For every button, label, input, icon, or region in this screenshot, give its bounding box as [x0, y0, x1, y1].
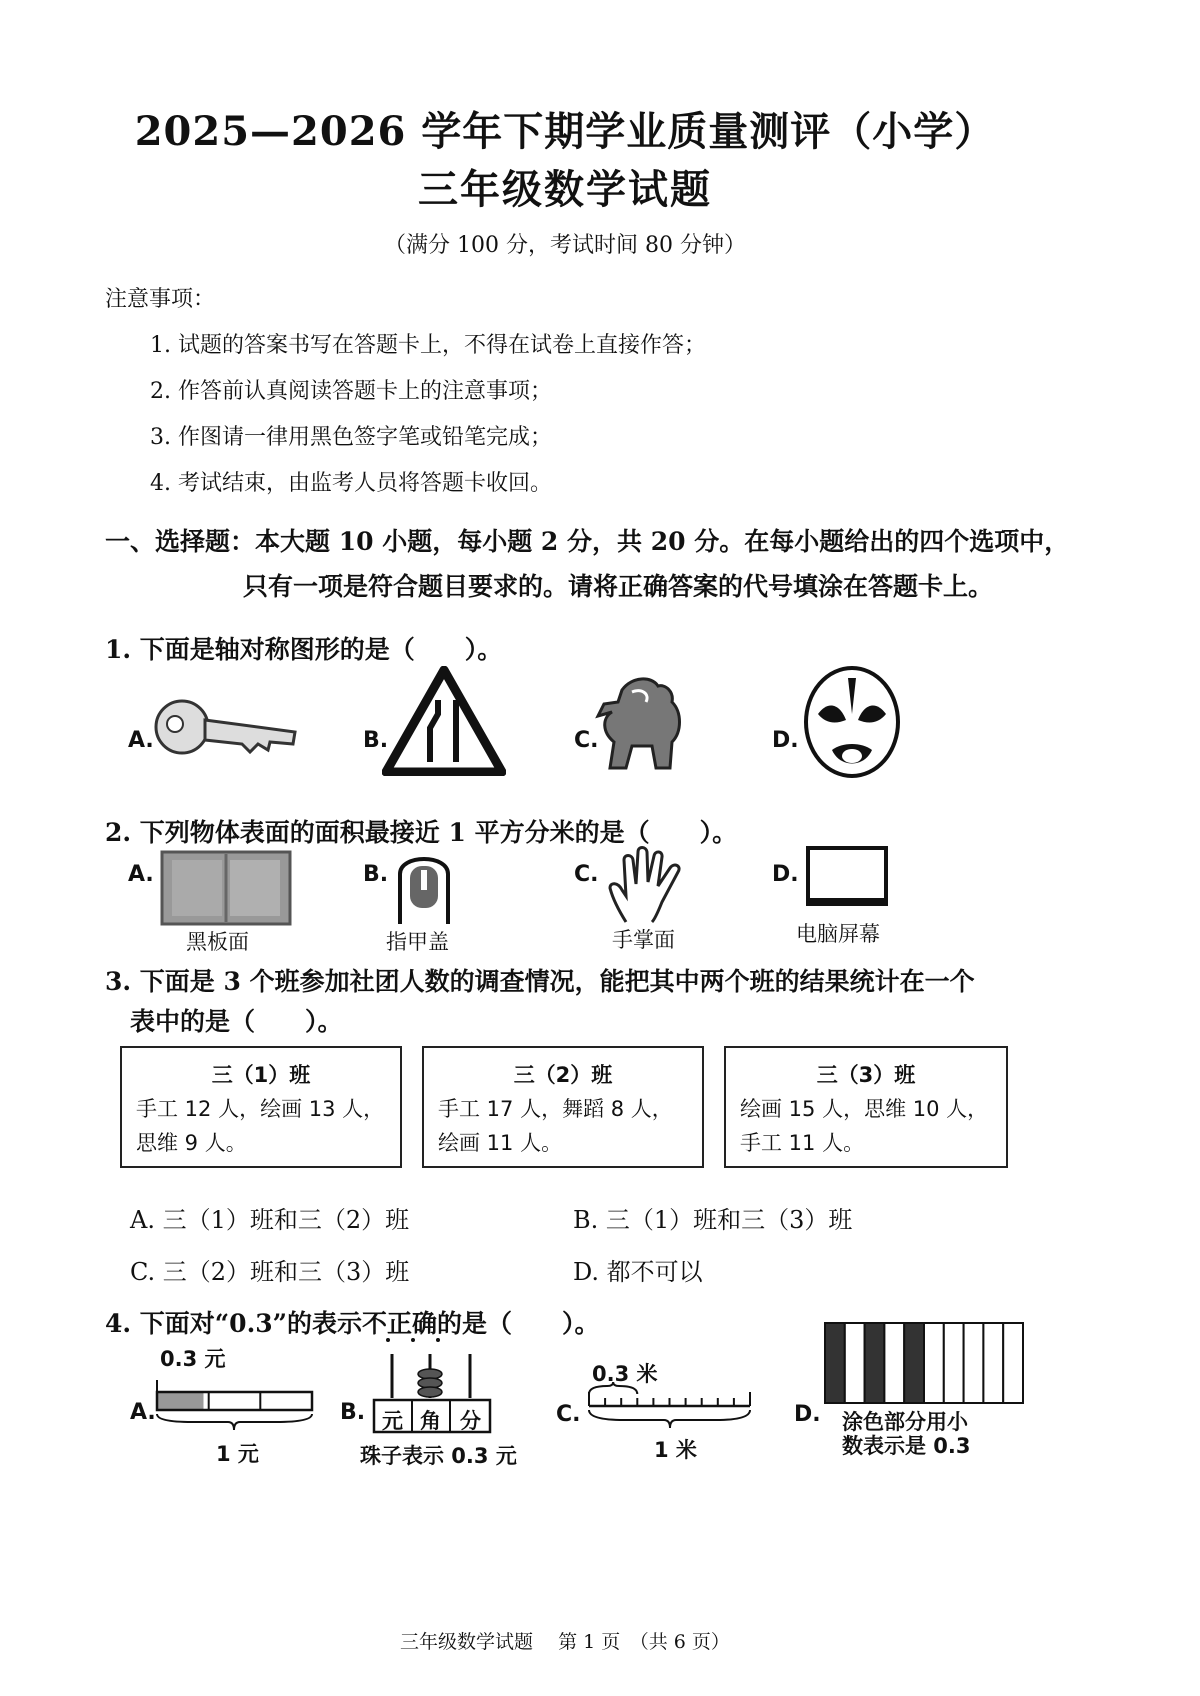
palm-icon [606, 846, 690, 924]
section-heading-cont: 只有一项是符合题目要求的。请将正确答案的代号填涂在答题卡上。 [243, 572, 994, 601]
q4-option-b: B. [340, 1400, 366, 1425]
exam-title: 2025—2026 学年下期学业质量测评（小学） [134, 108, 996, 155]
class-1-title: 三（1）班 [211, 1063, 311, 1087]
class-1-line: 手工 12 人，绘画 13 人， [136, 1097, 385, 1121]
notice-item: 1. 试题的答案书写在答题卡上，不得在试卷上直接作答； [150, 333, 706, 358]
q2-option-d: D. [772, 862, 799, 887]
class-1-line: 思维 9 人。 [136, 1131, 247, 1155]
blackboard-icon [160, 850, 292, 926]
strip [845, 1323, 865, 1403]
monitor-icon [806, 846, 888, 912]
road-narrows-sign-icon [382, 666, 506, 776]
strip [983, 1323, 1003, 1403]
q2-caption-b: 指甲盖 [386, 930, 449, 954]
question-4-stem: 4. 下面对“0.3”的表示不正确的是（ ）。 [105, 1309, 600, 1338]
q3-choice-d: D. 都不可以 [573, 1258, 703, 1286]
q1-option-a: A. [128, 728, 154, 753]
q3-choice-b: B. 三（1）班和三（3）班 [573, 1206, 853, 1234]
emphasis-dot [386, 1338, 390, 1342]
notice-heading: 注意事项： [105, 287, 216, 312]
class-2-line: 手工 17 人，舞蹈 8 人， [438, 1097, 673, 1121]
q1-option-c: C. [574, 728, 599, 753]
strip [865, 1323, 885, 1403]
section-heading: 一、选择题：本大题 10 小题，每小题 2 分，共 20 分。在每小题给出的四个选项中， [105, 527, 1070, 556]
q2-option-b: B. [363, 862, 389, 887]
exam-subtitle: 三年级数学试题 [418, 166, 712, 213]
q4-d-caption-cont: 数表示是 0.3 [842, 1434, 971, 1458]
opera-mask-icon [798, 664, 906, 782]
q2-caption-c: 手掌面 [612, 928, 675, 952]
class-3-box [724, 1046, 1008, 1168]
question-2-stem: 2. 下列物体表面的面积最接近 1 平方分米的是（ ）。 [105, 818, 738, 847]
q4-c-top-label: 0.3 米 [592, 1362, 658, 1386]
abacus-label-fen: 分 [460, 1409, 481, 1433]
class-2-box [422, 1046, 704, 1168]
strip [1003, 1323, 1023, 1403]
q4-option-a: A. [130, 1400, 156, 1425]
abacus-label-yuan: 元 [382, 1409, 403, 1433]
notice-item: 4. 考试结束，由监考人员将答题卡收回。 [150, 471, 552, 496]
q4-a-bottom-label: 1 元 [216, 1442, 259, 1466]
q4-c-bottom-label: 1 米 [654, 1438, 697, 1462]
strip [924, 1323, 944, 1403]
emphasis-dot [411, 1338, 415, 1342]
strip [884, 1323, 904, 1403]
q2-option-a: A. [128, 862, 154, 887]
shaded-portion [157, 1392, 204, 1410]
notice-item: 2. 作答前认真阅读答题卡上的注意事项； [150, 379, 552, 404]
question-3-stem: 3. 下面是 3 个班参加社团人数的调查情况，能把其中两个班的结果统计在一个 [105, 967, 975, 996]
fingernail-icon [394, 850, 454, 926]
class-3-line: 手工 11 人。 [740, 1131, 865, 1155]
score-time-note: （满分 100 分，考试时间 80 分钟） [384, 233, 746, 258]
class-3-title: 三（3）班 [816, 1063, 916, 1087]
abacus-label-jiao: 角 [420, 1409, 441, 1433]
money-bar-diagram [152, 1370, 316, 1434]
strip [944, 1323, 964, 1403]
question-1-stem: 1. 下面是轴对称图形的是（ ）。 [105, 635, 503, 664]
strip [904, 1323, 924, 1403]
q4-b-caption: 珠子表示 0.3 元 [360, 1444, 517, 1468]
ruler-diagram [584, 1380, 756, 1436]
notice-item: 3. 作图请一律用黑色签字笔或铅笔完成； [150, 425, 552, 450]
q2-option-c: C. [574, 862, 599, 887]
striped-rectangle-diagram [822, 1320, 1026, 1406]
strip [964, 1323, 984, 1403]
class-3-line: 绘画 15 人，思维 10 人， [740, 1097, 989, 1121]
q4-a-top-label: 0.3 元 [160, 1347, 226, 1371]
page-footer: 三年级数学试题 第 1 页 （共 6 页） [400, 1631, 730, 1653]
class-2-title: 三（2）班 [513, 1063, 613, 1087]
q1-option-d: D. [772, 728, 799, 753]
q4-option-d: D. [794, 1402, 821, 1427]
class-2-line: 绘画 11 人。 [438, 1131, 563, 1155]
ruler-brace [589, 1382, 637, 1394]
q2-caption-a: 黑板面 [186, 930, 249, 954]
q4-option-c: C. [556, 1402, 581, 1427]
emphasis-dot [436, 1338, 440, 1342]
q4-d-caption: 涂色部分用小 [842, 1410, 968, 1434]
question-3-stem-cont: 表中的是（ ）。 [130, 1007, 343, 1036]
q2-caption-d: 电脑屏幕 [796, 922, 880, 946]
class-1-box [120, 1046, 402, 1168]
key-icon [150, 692, 300, 772]
q1-option-b: B. [363, 728, 389, 753]
lion-emblem-icon [592, 672, 692, 772]
strip [825, 1323, 845, 1403]
q3-choice-c: C. 三（2）班和三（3）班 [130, 1258, 410, 1286]
q3-choice-a: A. 三（1）班和三（2）班 [130, 1206, 410, 1234]
